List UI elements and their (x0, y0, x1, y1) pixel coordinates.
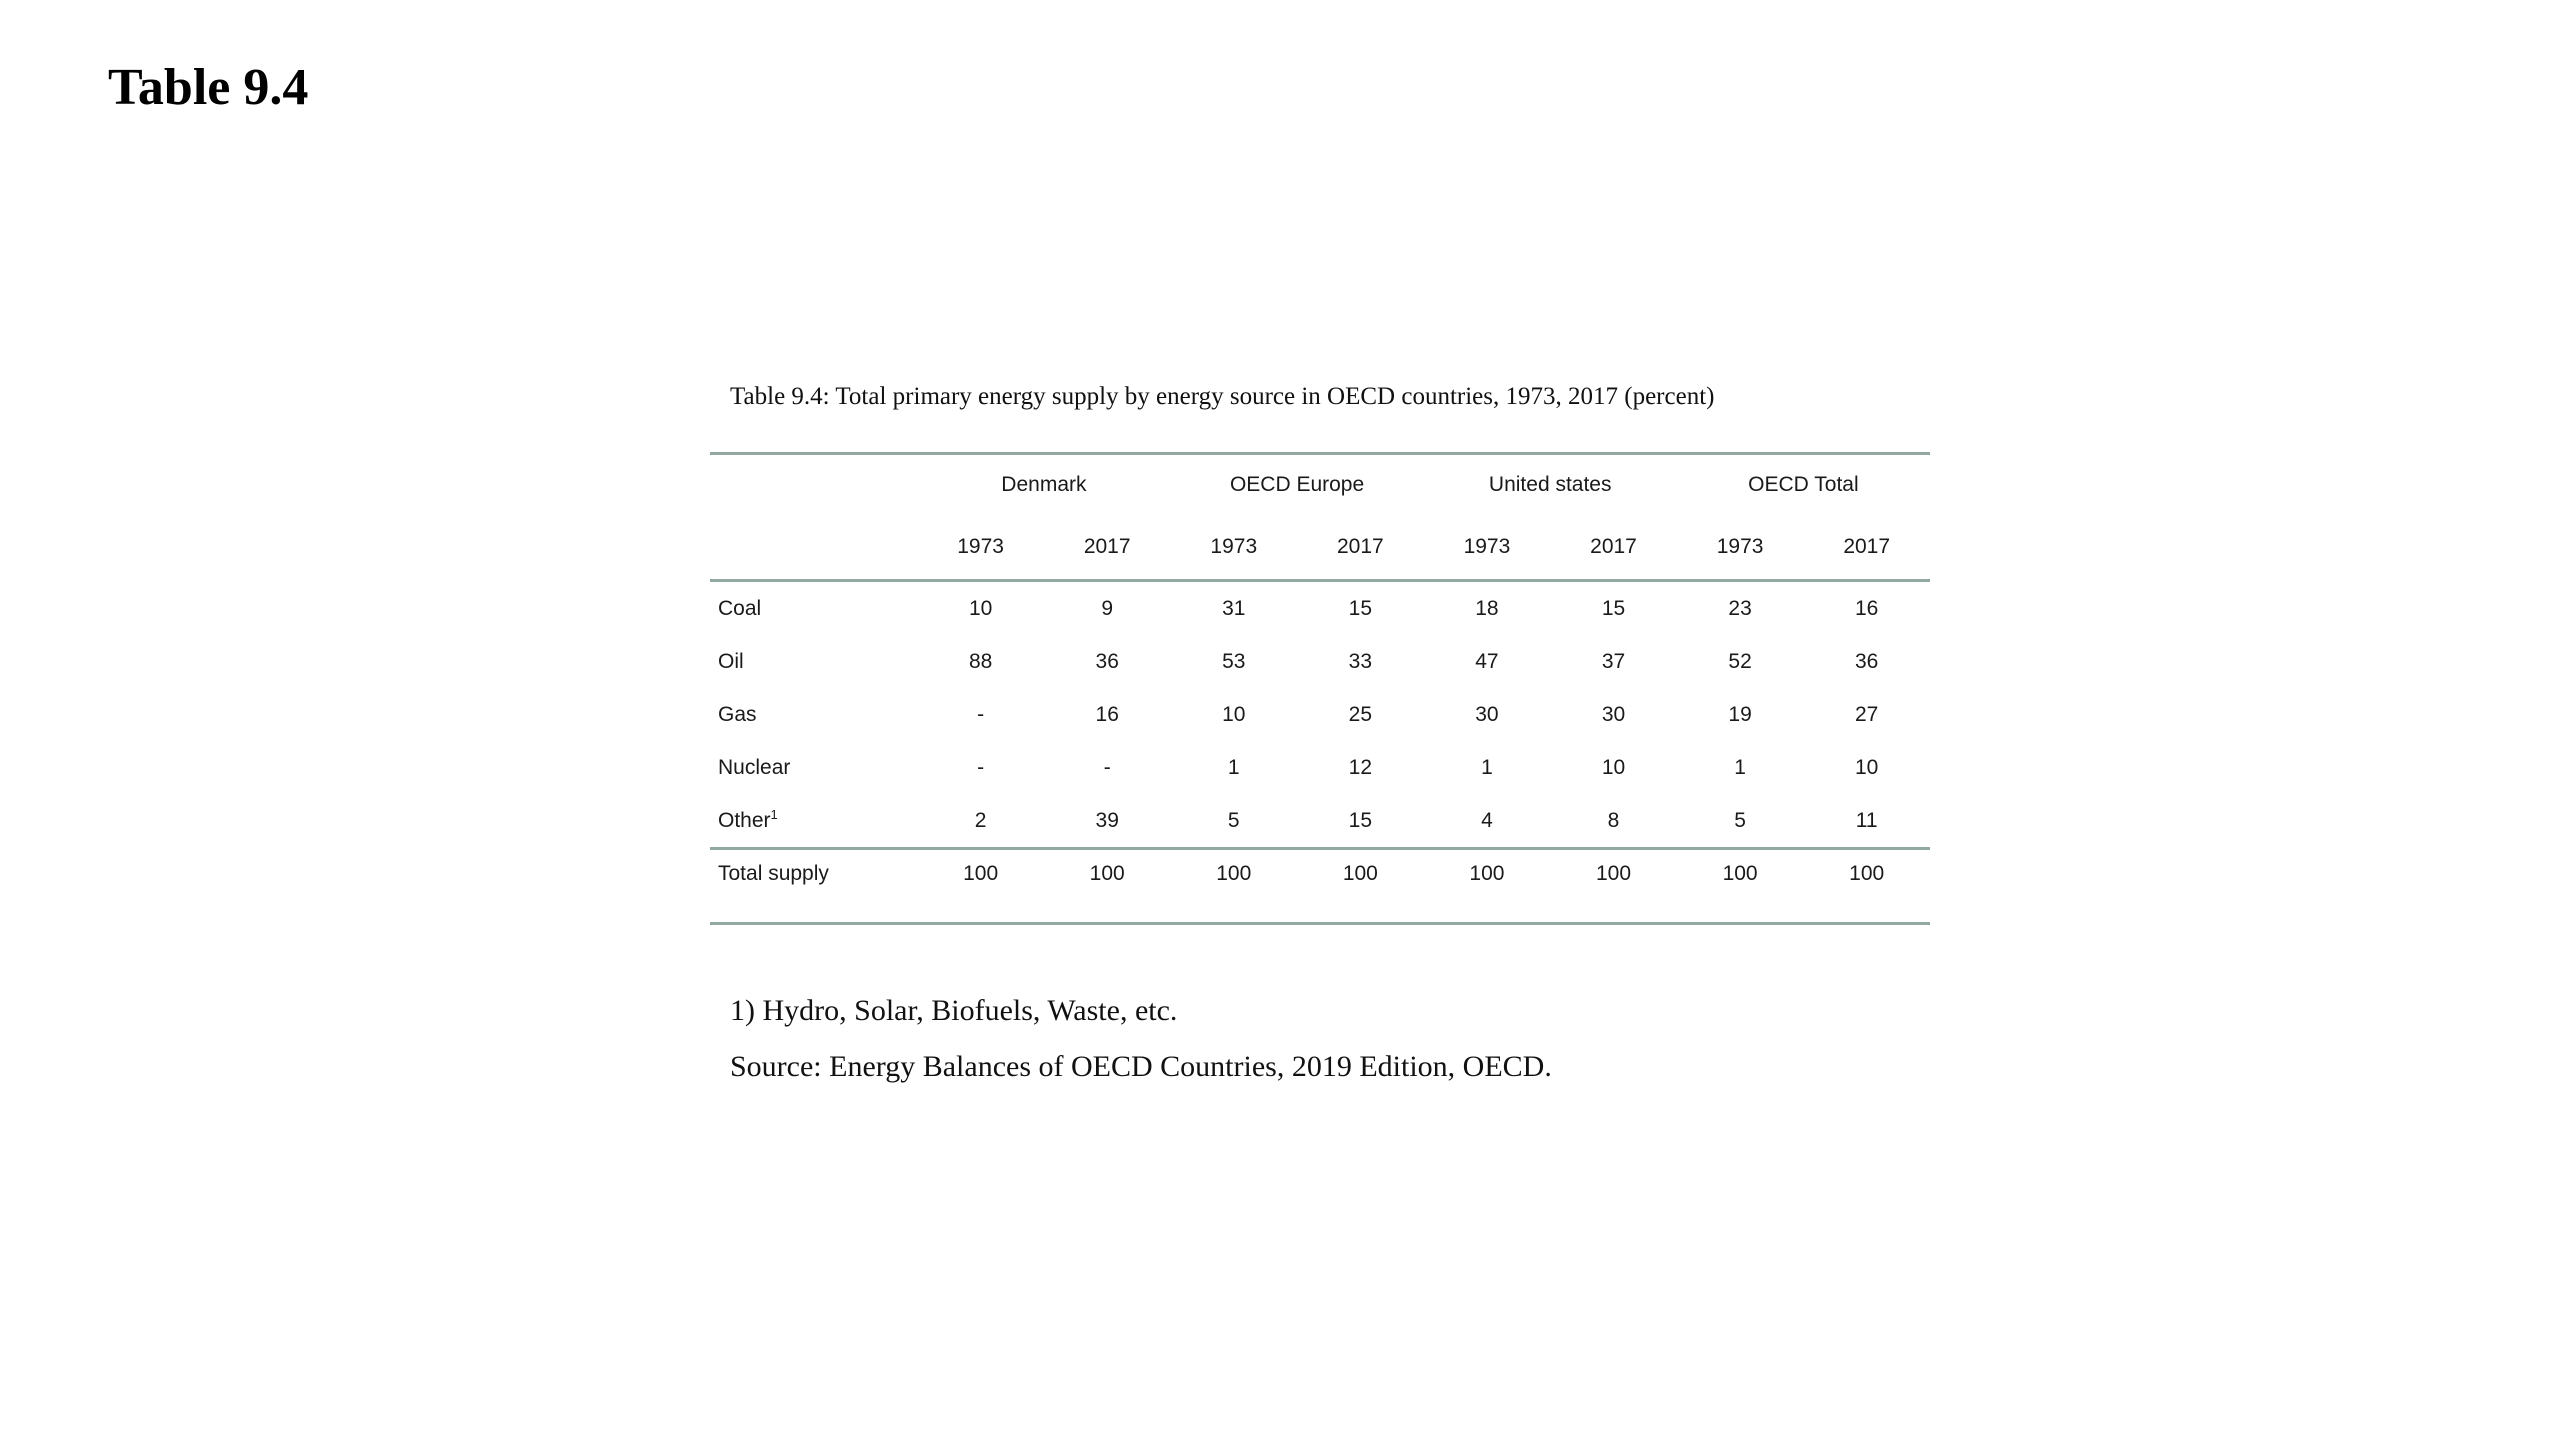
table-cell: 12 (1348, 755, 1373, 779)
table-cell: 16 (1855, 596, 1879, 620)
group-header-oecd-europe: OECD Europe (1229, 473, 1365, 496)
table-cell: 2 (974, 808, 987, 832)
row-label: Gas (718, 702, 757, 726)
table-row-nuclear (710, 741, 1930, 794)
table-cell: 100 (1469, 862, 1505, 885)
header-stub (710, 454, 917, 516)
table-cell: 10 (968, 596, 993, 620)
table-cell: 100 (1089, 862, 1125, 885)
year-header: 2017 (1083, 535, 1131, 558)
table-cell: 30 (1601, 702, 1626, 726)
row-label-other (710, 794, 917, 849)
table-cell: 1 (1227, 755, 1240, 779)
table-cell: 5 (1227, 808, 1240, 832)
table-cell: 36 (1855, 649, 1879, 673)
table-cell: 16 (1095, 702, 1119, 726)
group-header-oecd-total: OECD Total (1748, 473, 1859, 496)
year-header: 2017 (1336, 535, 1384, 558)
table-cell: 100 (963, 862, 999, 885)
table-cell: 100 (1216, 862, 1252, 885)
year-header: 1973 (1716, 535, 1764, 558)
table-row-oil (710, 635, 1930, 688)
table-cell: 15 (1601, 596, 1626, 620)
table-cell: 10 (1222, 702, 1246, 726)
table-notes (730, 983, 1930, 1095)
table-cell: 11 (1855, 808, 1878, 832)
table-cell: 100 (1595, 862, 1632, 885)
table-cell: 4 (1481, 808, 1493, 832)
table-cell: 5 (1734, 808, 1746, 832)
table-cell: 10 (1855, 755, 1879, 779)
table-cell: 88 (968, 649, 993, 673)
table-row-total (710, 849, 1930, 924)
footnote: 1) Hydro, Solar, Biofuels, Waste, etc. (730, 994, 1178, 1027)
table-cell: 100 (1722, 862, 1758, 885)
row-label: Total supply (718, 862, 829, 885)
slide-heading: Table 9.4 (108, 59, 309, 116)
table-cell: 100 (1849, 862, 1885, 885)
row-label: Oil (718, 649, 744, 673)
year-header: 1973 (1463, 535, 1511, 558)
table-cell: 25 (1348, 702, 1373, 726)
table-cell: - (977, 755, 985, 779)
table-cell: 37 (1601, 649, 1626, 673)
table-cell: 23 (1728, 596, 1752, 620)
row-label: Other (718, 808, 771, 832)
table-cell: 27 (1855, 702, 1879, 726)
table-cell: 9 (1101, 596, 1114, 620)
table-cell: 1 (1734, 755, 1746, 779)
table-figure (710, 372, 1930, 1095)
year-header: 2017 (1590, 535, 1637, 558)
table-cell: 10 (1601, 755, 1626, 779)
table-caption: Table 9.4: Total primary energy supply by energy source in OECD countries, 1973, 2017 (percent) (730, 383, 1715, 410)
table-cell: 31 (1222, 596, 1246, 620)
year-header: 2017 (1843, 535, 1891, 558)
table-row-gas (710, 688, 1930, 741)
row-label: Coal (718, 596, 762, 620)
table-cell: 100 (1342, 862, 1378, 885)
table-cell: 39 (1095, 808, 1119, 832)
table-cell: 52 (1728, 649, 1752, 673)
source-note: Source: Energy Balances of OECD Countries, 2019 Edition, OECD. (730, 1050, 1552, 1083)
year-header-stub (710, 515, 917, 581)
table-cell: 36 (1095, 649, 1119, 673)
table-cell: 18 (1475, 596, 1499, 620)
table-cell: 15 (1348, 808, 1373, 832)
table-cell: 53 (1222, 649, 1246, 673)
table-cell: 33 (1348, 649, 1373, 673)
group-header-united-states: United states (1488, 473, 1612, 496)
table-cell: 1 (1481, 755, 1493, 779)
table-cell: 15 (1348, 596, 1373, 620)
group-header-denmark: Denmark (1001, 473, 1087, 496)
table-cell: 8 (1607, 808, 1620, 832)
year-header: 1973 (1210, 535, 1258, 558)
table-cell: - (1103, 755, 1111, 779)
year-header: 1973 (957, 535, 1004, 558)
row-label: Nuclear (718, 755, 791, 779)
table-cell: 30 (1475, 702, 1499, 726)
table-row-coal (710, 581, 1930, 636)
energy-supply-table (710, 452, 1930, 925)
table-cell: 19 (1728, 702, 1752, 726)
table-row-other (710, 794, 1930, 849)
year-header-row (710, 515, 1930, 581)
footnote-marker: 1 (770, 806, 778, 822)
table-cell: 47 (1475, 649, 1499, 673)
country-header-row (710, 454, 1930, 516)
table-cell: - (977, 702, 985, 726)
